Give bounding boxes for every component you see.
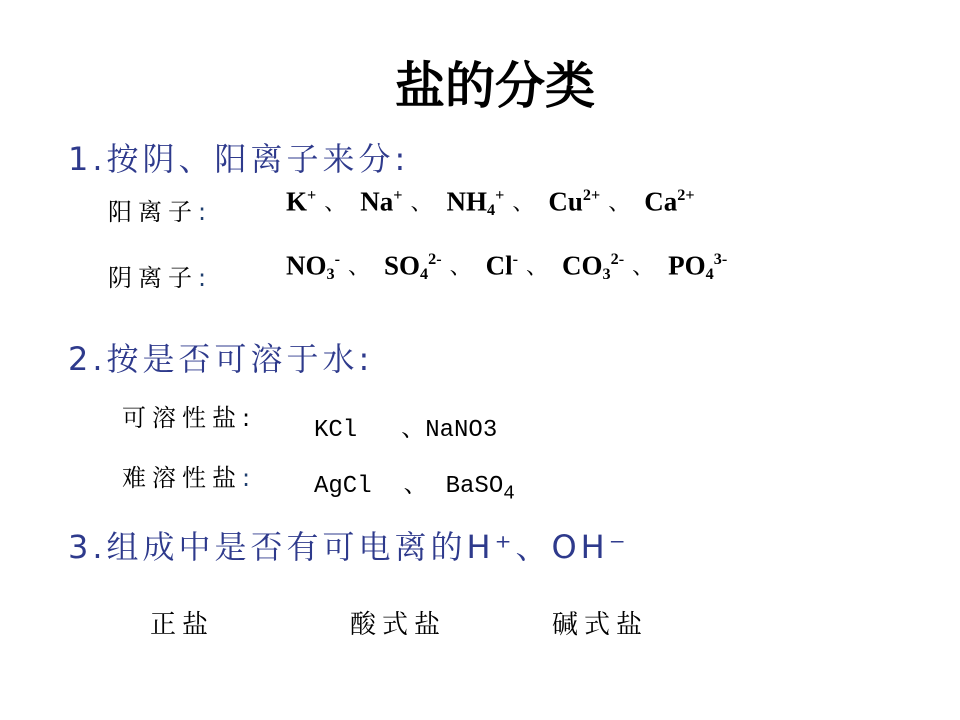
section1-heading: 1.按阴、阳离子来分: (68, 140, 410, 178)
insoluble-salt-2-base: BaSO (445, 473, 504, 500)
soluble-separator: 、 (401, 417, 426, 444)
anion-ion-charge: 3- (713, 250, 728, 268)
anion-ion-charge: 2- (610, 250, 625, 268)
anion-separator: 、 (632, 255, 655, 281)
type-normal-salt: 正盐 (150, 610, 215, 640)
soluble-salt-1: KCl (314, 417, 358, 444)
cation-ion-4 (644, 186, 694, 217)
anion-ion-base: CO (562, 250, 603, 281)
anion-ion-base: Cl (485, 250, 513, 281)
cation-label-text: 阳离子 (108, 198, 198, 226)
cation-ion-charge: + (393, 186, 403, 204)
section2-heading: 2.按是否可溶于水: (68, 340, 374, 378)
page-title: 盐的分类 (395, 57, 595, 115)
insoluble-label (122, 458, 256, 493)
anion-ion-base: SO (384, 250, 421, 281)
cation-separator: 、 (608, 191, 631, 217)
cation-ion-charge: + (495, 186, 505, 204)
anion-ion-0 (286, 250, 340, 284)
cation-ion-base: NH (446, 186, 488, 217)
insoluble-separator: 、 (403, 473, 428, 500)
cation-ion-1 (360, 186, 402, 217)
soluble-examples (314, 408, 497, 444)
anion-ion-charge: 2- (428, 250, 442, 268)
anion-ion-1 (384, 250, 442, 284)
anion-ion-subscript: 4 (420, 265, 429, 284)
anion-ion-charge: - (334, 250, 340, 268)
anion-ion-subscript: 3 (602, 265, 611, 284)
insoluble-salt-2-sub: 4 (503, 482, 515, 505)
cation-ion-2 (447, 186, 505, 220)
cation-list (286, 186, 695, 220)
type-basic-salt: 碱式盐 (552, 610, 649, 640)
section3-heading: 3.组成中是否有可电离的H⁺、OH⁻ (68, 528, 630, 566)
anion-separator: 、 (449, 255, 472, 281)
cation-ion-base: Na (360, 186, 394, 217)
cation-separator: 、 (410, 191, 433, 217)
anion-list (286, 250, 727, 284)
anion-label-text: 阴离子 (108, 264, 198, 292)
cation-ion-charge: 2+ (582, 186, 601, 204)
anion-separator: 、 (526, 255, 549, 281)
cation-ion-base: Cu (548, 186, 583, 217)
cation-separator: 、 (324, 191, 347, 217)
cation-label (108, 192, 212, 227)
anion-ion-base: PO (668, 250, 706, 281)
anion-ion-base: NO (286, 250, 327, 281)
soluble-label: 可溶性盐: (122, 404, 257, 432)
anion-ion-subscript: 3 (326, 265, 335, 284)
cation-ion-charge: 2+ (677, 186, 695, 204)
insoluble-salt-2 (445, 473, 515, 505)
cation-ion-base: K (286, 186, 308, 217)
cation-ion-charge: + (307, 186, 317, 204)
type-acid-salt: 酸式盐 (350, 610, 447, 640)
cation-ion-base: Ca (644, 186, 678, 217)
cation-ion-3 (548, 186, 600, 217)
cation-separator: 、 (512, 191, 535, 217)
anion-colon: : (198, 264, 213, 292)
cation-ion-0 (286, 186, 316, 217)
anion-label (108, 258, 212, 293)
anion-ion-3 (562, 250, 624, 284)
anion-separator: 、 (347, 255, 370, 281)
cation-colon: : (198, 198, 213, 226)
insoluble-label-text: 难溶性盐 (122, 464, 242, 492)
insoluble-colon: : (242, 464, 257, 492)
insoluble-salt-1: AgCl (314, 473, 372, 500)
anion-ion-charge: - (512, 250, 519, 268)
anion-ion-subscript: 4 (705, 265, 714, 284)
insoluble-examples (314, 464, 515, 505)
anion-ion-2 (486, 250, 518, 281)
cation-ion-subscript: 4 (487, 201, 496, 220)
anion-ion-4 (668, 250, 727, 284)
soluble-salt-2: NaNO3 (425, 417, 498, 444)
